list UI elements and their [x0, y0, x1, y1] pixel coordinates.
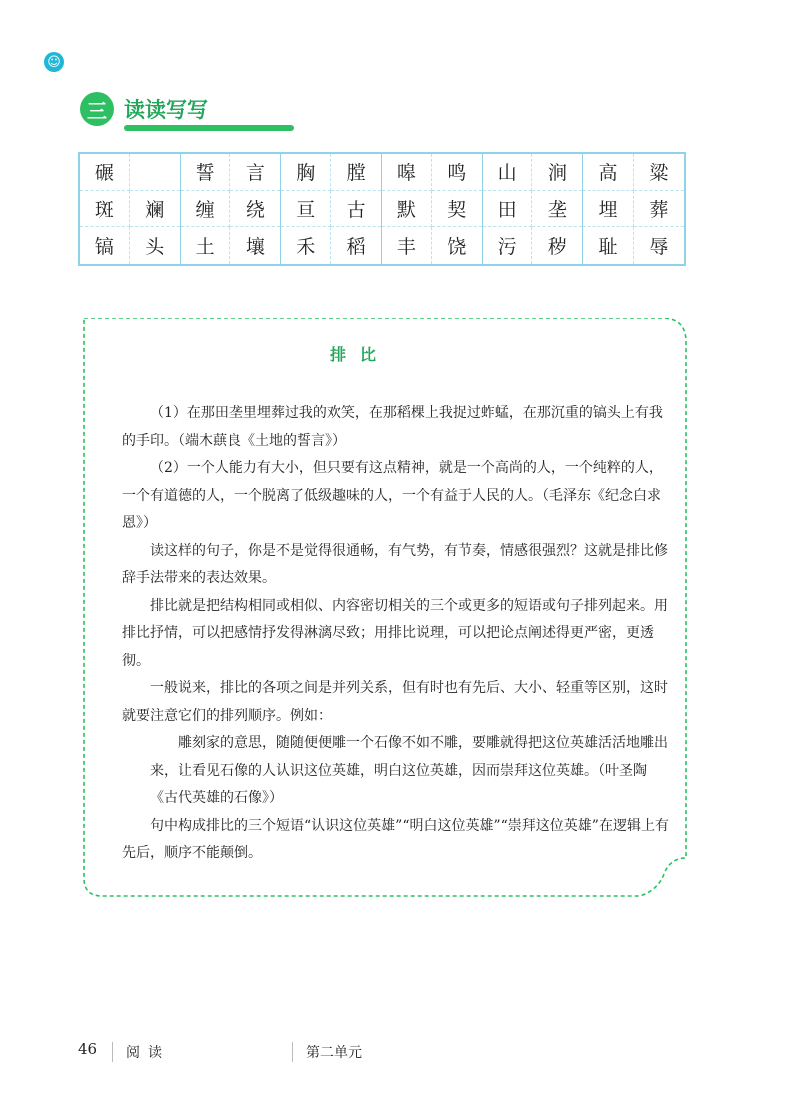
note-body [122, 400, 670, 868]
section-number-badge: 三 [80, 92, 114, 126]
word-grid-cell: 头 [145, 236, 165, 259]
word-grid-group [382, 154, 483, 264]
explanation-paragraph-2: 排比就是把结构相同或相似、内容密切相关的三个或更多的短语或句子排列起来。用排比抒情，可以把感情抒发得淋漓尽致；用排比说理，可以把论点阐述得更严密，更透彻。 [122, 597, 668, 669]
word-grid-cell: 葬 [634, 191, 684, 228]
word-grid-cell [130, 154, 180, 191]
word-grid-group [181, 154, 282, 264]
section-title: 读读写写 [124, 97, 208, 122]
word-grid-cell: 辱 [649, 236, 669, 259]
word-grid-cell: 默 [382, 191, 432, 228]
word-grid-cell: 古 [331, 191, 381, 228]
word-grid-cell: 胸 [281, 154, 331, 191]
word-grid-cell: 土 [181, 227, 231, 264]
word-grid-cell: 高 [583, 154, 633, 191]
page-number: 46 [78, 1040, 98, 1058]
word-grid-group [80, 154, 181, 264]
word-grid-cell: 鸣 [432, 154, 482, 191]
word-grid-cell: 言 [230, 154, 280, 191]
word-grid-cell: 嗥 [382, 154, 432, 191]
word-grid-cell: 壤 [245, 236, 265, 259]
word-grid-cell: 饶 [447, 236, 467, 259]
smiley-icon: ☺ [44, 52, 64, 72]
footer-divider [292, 1042, 293, 1062]
word-grid-cell: 镐 [80, 227, 130, 264]
word-grid-cell: 斑 [80, 191, 130, 228]
word-grid-cell: 山 [483, 154, 533, 191]
word-grid-group [583, 154, 684, 264]
word-grid-cell: 誓 [181, 154, 231, 191]
word-grid-group [281, 154, 382, 264]
section-title-underline [124, 125, 294, 131]
word-grid-cell: 绕 [230, 191, 280, 228]
word-grid-cell: 粱 [634, 154, 684, 191]
word-grid-cell: 稻 [346, 236, 366, 259]
word-grid-cell: 埋 [583, 191, 633, 228]
example-paragraph-2: （2）一个人能力有大小，但只要有这点精神，就是一个高尚的人，一个纯粹的人，一个有道德的人，一个脱离了低级趣味的人，一个有益于人民的人。（毛泽东《纪念白求恩》） [122, 460, 663, 531]
word-grid-cell: 秽 [547, 236, 567, 259]
word-grid-cell: 耻 [583, 227, 633, 264]
footer-divider [112, 1042, 113, 1062]
note-title: 排比 [329, 345, 390, 364]
word-grid-cell: 禾 [281, 227, 331, 264]
quoted-example: 雕刻家的意思，随随便便雕一个石像不如不雕，要雕就得把这位英雄活活地雕出来，让看见石像的人认识这位英雄，明白这位英雄，因而崇拜这位英雄。（叶圣陶《古代英雄的石像》） [150, 735, 668, 806]
word-grid-cell: 斓 [130, 191, 180, 228]
word-grid-cell: 垄 [532, 191, 582, 228]
word-grid-cell: 缠 [181, 191, 231, 228]
word-grid [78, 152, 686, 266]
rhetoric-note-box [80, 318, 690, 900]
word-grid-cell: 涧 [532, 154, 582, 191]
example-paragraph-1: （1）在那田垄里埋葬过我的欢笑，在那稻棵上我捉过蚱蜢，在那沉重的镐头上有我的手印。（端木蕻良《土地的誓言》） [122, 405, 663, 449]
page-footer [0, 1040, 800, 1070]
word-grid-cell: 污 [483, 227, 533, 264]
word-grid-cell: 契 [432, 191, 482, 228]
explanation-paragraph-1: 读这样的句子，你是不是觉得很通畅，有气势，有节奏，情感很强烈？这就是排比修辞手法带来的表达效果。 [122, 542, 668, 586]
word-grid-cell: 膛 [331, 154, 381, 191]
word-grid-cell: 丰 [382, 227, 432, 264]
word-grid-cell: 田 [483, 191, 533, 228]
footer-unit-label: 第二单元 [306, 1045, 362, 1061]
word-grid-cell: 碾 [80, 154, 130, 191]
word-grid-cell: 亘 [281, 191, 331, 228]
explanation-paragraph-4: 句中构成排比的三个短语“认识这位英雄”“明白这位英雄”“崇拜这位英雄”在逻辑上有先后，顺序不能颠倒。 [122, 817, 669, 861]
footer-section-label: 阅读 [126, 1045, 170, 1061]
explanation-paragraph-3: 一般说来，排比的各项之间是并列关系，但有时也有先后、大小、轻重等区别，这时就要注意它们的排列顺序。例如： [122, 680, 668, 724]
word-grid-group [483, 154, 584, 264]
